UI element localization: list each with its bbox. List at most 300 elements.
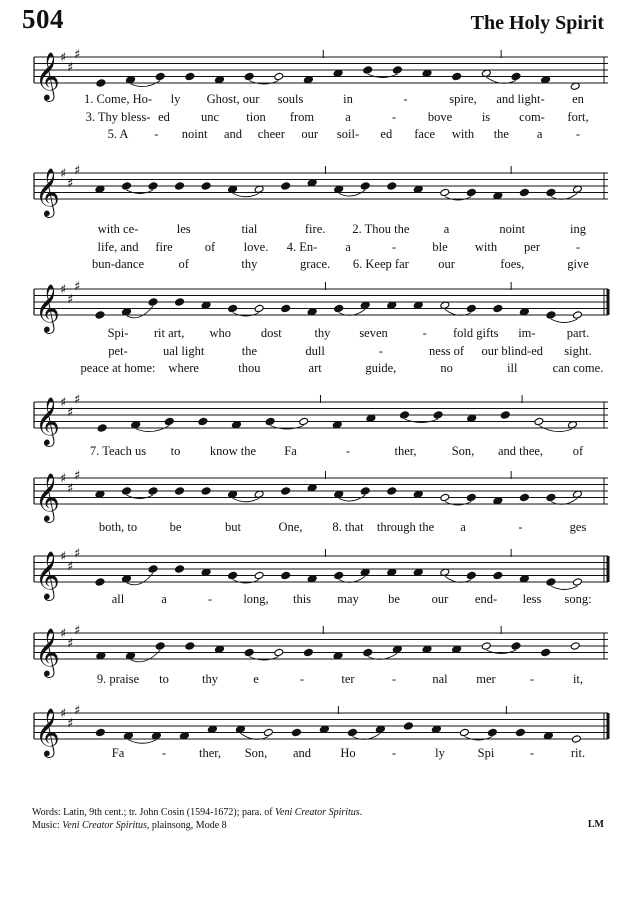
lyric-syllable: Spi- — [107, 326, 129, 340]
lyric-syllable: Spi — [477, 746, 495, 760]
lyric-syllable: - — [391, 672, 397, 686]
note — [440, 493, 450, 501]
lyric-syllable: ges — [569, 520, 587, 534]
lyric-line — [0, 222, 640, 236]
lyric-syllable: our — [431, 592, 449, 606]
lyric-line — [0, 672, 640, 686]
slur — [126, 306, 153, 318]
lyric-syllable: of — [178, 257, 189, 271]
sharp-icon: ♯ — [67, 716, 74, 732]
note — [541, 648, 551, 656]
note — [265, 417, 275, 425]
lyric-syllable: rit art, — [153, 326, 185, 340]
sharp-icon: ♯ — [74, 279, 81, 295]
note — [363, 648, 373, 656]
lyric-line — [0, 326, 640, 340]
lyric-syllable: les — [176, 222, 191, 236]
note — [440, 301, 450, 309]
note — [299, 417, 309, 425]
slur — [551, 193, 578, 199]
slur — [551, 319, 578, 323]
note — [572, 311, 582, 319]
sharp-icon: ♯ — [67, 292, 74, 308]
slur — [233, 193, 260, 197]
lyric-syllable: 7. Teach us — [89, 444, 147, 458]
note — [263, 728, 273, 736]
note — [303, 648, 313, 656]
note — [413, 490, 423, 498]
note — [452, 72, 462, 80]
lyric-syllable: 3. Thy bless- — [85, 109, 151, 124]
note — [307, 308, 317, 316]
note — [95, 578, 105, 586]
treble-clef-icon: 𝄞 — [35, 707, 60, 756]
lyric-syllable: may — [337, 592, 359, 606]
lyric-syllable: 5. A — [107, 127, 129, 141]
note — [96, 79, 106, 87]
lyric-syllable: dost — [260, 326, 282, 340]
slur — [368, 74, 398, 78]
note — [95, 185, 105, 193]
lyric-syllable: thy — [314, 326, 331, 340]
lyric-syllable: a — [443, 222, 450, 236]
lyric-syllable: - — [575, 239, 581, 254]
slur — [233, 498, 260, 502]
sharp-icon: ♯ — [74, 468, 81, 484]
lyric-syllable: ed — [380, 127, 393, 141]
lyric-syllable: 4. En- — [286, 239, 318, 254]
note — [175, 182, 185, 190]
lyric-syllable: is — [481, 109, 491, 124]
note — [201, 182, 211, 190]
lyric-line — [0, 361, 640, 375]
note — [175, 565, 185, 573]
treble-clef-icon: 𝄞 — [35, 627, 60, 676]
lyric-syllable: know the — [209, 444, 257, 458]
lyric-syllable: cheer — [257, 127, 285, 141]
note — [281, 182, 291, 190]
note — [333, 652, 343, 660]
lyric-syllable: souls — [277, 92, 304, 106]
sharp-icon: ♯ — [67, 636, 74, 652]
slur — [486, 77, 516, 83]
note — [546, 311, 556, 319]
note — [459, 728, 469, 736]
sharp-icon: ♯ — [60, 282, 67, 298]
lyric-syllable: give — [567, 257, 589, 271]
sharp-icon: ♯ — [67, 176, 74, 192]
lyric-syllable: to — [170, 444, 181, 458]
note — [467, 414, 477, 422]
note — [481, 642, 491, 650]
note — [360, 487, 370, 495]
note — [175, 487, 185, 495]
note — [572, 185, 582, 193]
lyric-syllable: - — [529, 672, 535, 686]
lyric-syllable: noint — [499, 222, 526, 236]
lyric-line — [0, 257, 640, 271]
note — [126, 76, 136, 84]
treble-clef-icon: 𝄞 — [35, 550, 60, 599]
lyric-syllable: ble — [432, 239, 448, 254]
note — [511, 642, 521, 650]
sharp-icon: ♯ — [60, 626, 67, 642]
lyric-syllable: less — [522, 592, 542, 606]
note — [546, 578, 556, 586]
lyric-syllable: foes, — [500, 257, 525, 271]
sharp-icon: ♯ — [60, 395, 67, 411]
slur — [339, 495, 366, 501]
note — [228, 304, 238, 312]
note — [179, 732, 189, 740]
lyric-line — [0, 240, 640, 254]
note — [95, 311, 105, 319]
note — [392, 66, 402, 74]
lyric-syllable: 2. Thou the — [352, 222, 410, 236]
note — [440, 568, 450, 576]
lyric-syllable: ing — [570, 222, 586, 236]
lyric-syllable: guide, — [365, 361, 397, 375]
lyric-syllable: the — [493, 127, 509, 141]
sharp-icon: ♯ — [60, 166, 67, 182]
lyric-syllable: im- — [518, 326, 536, 340]
lyric-syllable: - — [422, 326, 427, 340]
note — [244, 648, 254, 656]
slur — [249, 657, 279, 661]
note — [215, 76, 225, 84]
lyric-syllable: spire, — [449, 92, 477, 106]
note — [466, 304, 476, 312]
lyric-syllable: - — [391, 746, 397, 760]
note — [254, 185, 264, 193]
lyric-syllable: dull — [305, 343, 325, 358]
note — [570, 642, 580, 650]
lyric-syllable: - — [403, 92, 408, 106]
lyric-syllable: with — [451, 127, 475, 141]
note — [363, 66, 373, 74]
note — [466, 571, 476, 579]
slur — [126, 495, 153, 499]
lyric-syllable: noint — [181, 127, 208, 141]
lyric-syllable: and — [223, 127, 243, 141]
note — [281, 304, 291, 312]
lyric-syllable: part. — [566, 326, 590, 340]
slur — [339, 309, 366, 315]
note — [519, 575, 529, 583]
lyric-syllable: - — [378, 343, 383, 358]
lyric-syllable: all — [111, 592, 125, 606]
note — [123, 732, 133, 740]
note — [148, 565, 158, 573]
lyric-syllable: com- — [519, 109, 545, 124]
note — [155, 642, 165, 650]
sharp-icon: ♯ — [67, 60, 74, 76]
note — [392, 645, 402, 653]
words-credit: Words: Latin, 9th cent.; tr. John Cosin (1594-1672); para. of Veni Creator Spiritus. — [32, 807, 363, 818]
lyric-syllable: - — [391, 239, 397, 254]
lyric-syllable: Fa — [111, 746, 125, 760]
lyric-syllable: Son, — [244, 746, 268, 760]
slur — [126, 190, 153, 194]
note — [95, 728, 105, 736]
slur — [404, 419, 438, 423]
note — [164, 417, 174, 425]
lyric-syllable: Fa — [284, 444, 297, 458]
note — [228, 490, 238, 498]
note — [334, 304, 344, 312]
slur — [368, 653, 398, 659]
lyric-syllable: with — [474, 239, 498, 254]
slur — [270, 426, 304, 430]
lyric-syllable: from — [289, 109, 315, 124]
lyric-syllable: and thee, — [497, 444, 544, 458]
sharp-icon: ♯ — [60, 706, 67, 722]
lyric-syllable: where — [168, 361, 199, 375]
lyric-syllable: ill — [507, 361, 518, 375]
lyric-syllable: - — [575, 127, 581, 141]
lyric-syllable: art — [308, 361, 322, 375]
lyric-syllable: through the — [376, 520, 435, 534]
note — [534, 417, 544, 425]
lyric-syllable: song: — [564, 592, 592, 606]
lyric-line — [0, 592, 640, 606]
lyric-syllable: our blind-ed — [481, 343, 544, 358]
note — [254, 571, 264, 579]
note — [307, 484, 317, 492]
lyric-line — [0, 746, 640, 760]
lyric-syllable: can come. — [552, 361, 604, 375]
note — [413, 301, 423, 309]
note — [334, 490, 344, 498]
lyric-syllable: love. — [243, 239, 269, 254]
note — [319, 725, 329, 733]
lyric-syllable: be — [388, 592, 400, 606]
section-title: The Holy Spirit — [470, 12, 604, 34]
note — [175, 298, 185, 306]
note — [375, 725, 385, 733]
note — [122, 487, 132, 495]
treble-clef-icon: 𝄞 — [35, 167, 60, 216]
note — [334, 185, 344, 193]
slur — [233, 313, 260, 317]
lyric-syllable: ed — [158, 109, 170, 124]
slur — [136, 426, 170, 432]
lyric-syllable: ness of — [429, 343, 465, 358]
lyric-syllable: a — [536, 127, 543, 141]
lyric-syllable: 6. Keep far — [352, 257, 409, 271]
note — [387, 301, 397, 309]
note — [122, 182, 132, 190]
lyric-syllable: and — [292, 746, 312, 760]
note — [387, 568, 397, 576]
lyric-syllable: with ce- — [97, 222, 139, 236]
slur — [233, 580, 260, 584]
slur — [486, 650, 516, 654]
sharp-icon: ♯ — [60, 549, 67, 565]
slur — [445, 309, 472, 315]
lyric-syllable: ther, — [198, 746, 222, 760]
lyric-line — [0, 520, 640, 534]
lyric-syllable: ter — [341, 672, 355, 686]
note — [570, 82, 580, 90]
lyric-syllable: who — [209, 326, 231, 340]
note — [422, 645, 432, 653]
slur — [131, 81, 161, 87]
sharp-icon: ♯ — [67, 405, 74, 421]
sharp-icon: ♯ — [60, 471, 67, 487]
note — [360, 568, 370, 576]
lyric-syllable: en — [572, 92, 584, 106]
sharp-icon: ♯ — [60, 50, 67, 66]
note — [519, 188, 529, 196]
lyric-syllable: thou — [238, 361, 261, 375]
lyric-syllable: sight. — [564, 343, 592, 358]
note — [148, 298, 158, 306]
lyric-syllable: thy — [202, 672, 218, 686]
note — [546, 493, 556, 501]
lyric-syllable: - — [391, 109, 397, 124]
lyric-syllable: per — [524, 239, 540, 254]
lyric-syllable: - — [518, 520, 523, 534]
note — [274, 648, 284, 656]
credits — [32, 806, 362, 832]
lyric-syllable: fold gifts — [453, 326, 499, 340]
note — [493, 304, 503, 312]
note — [215, 645, 225, 653]
note — [198, 417, 208, 425]
lyric-syllable: soil- — [336, 127, 360, 141]
lyric-syllable: - — [345, 444, 351, 458]
note — [122, 308, 132, 316]
note — [228, 185, 238, 193]
note — [307, 575, 317, 583]
note — [122, 575, 132, 583]
note — [126, 652, 136, 660]
note — [543, 732, 553, 740]
lyric-syllable: - — [299, 672, 305, 686]
note — [228, 571, 238, 579]
lyric-syllable: e — [253, 672, 259, 686]
lyric-syllable: in — [343, 92, 353, 106]
slur — [128, 740, 156, 744]
note — [519, 493, 529, 501]
sharp-icon: ♯ — [67, 481, 74, 497]
lyric-syllable: of — [204, 239, 216, 254]
note — [95, 490, 105, 498]
note — [452, 645, 462, 653]
lyric-syllable: ly — [170, 92, 181, 106]
hymn-number: 504 — [22, 4, 64, 34]
slur — [464, 737, 492, 741]
lyric-line — [0, 110, 640, 124]
treble-clef-icon: 𝄞 — [35, 51, 60, 100]
lyric-syllable: ther, — [394, 444, 417, 458]
note — [493, 571, 503, 579]
lyric-syllable: our — [301, 127, 318, 141]
lyric-syllable: a — [460, 520, 466, 534]
slur — [445, 576, 472, 582]
note — [155, 72, 165, 80]
sharp-icon: ♯ — [74, 703, 81, 719]
treble-clef-icon: 𝄞 — [35, 472, 60, 521]
lyric-syllable: of — [572, 444, 584, 458]
treble-clef-icon: 𝄞 — [35, 396, 60, 445]
note — [334, 571, 344, 579]
sharp-icon: ♯ — [74, 47, 81, 63]
lyric-syllable: to — [159, 672, 169, 686]
lyric-syllable: this — [292, 592, 312, 606]
sharp-icon: ♯ — [74, 392, 81, 408]
sharp-icon: ♯ — [74, 546, 81, 562]
lyric-syllable: - — [154, 127, 159, 141]
slur — [240, 733, 268, 739]
note — [185, 72, 195, 80]
note — [201, 568, 211, 576]
note — [360, 182, 370, 190]
lyric-syllable: 1. Come, Ho- — [83, 92, 153, 106]
note — [274, 72, 284, 80]
lyric-syllable: thy — [241, 257, 258, 271]
note — [572, 578, 582, 586]
meter-label: LM — [587, 819, 604, 830]
note — [201, 301, 211, 309]
note — [131, 421, 141, 429]
lyric-syllable: 9. praise — [96, 672, 140, 686]
note — [281, 571, 291, 579]
sharp-icon: ♯ — [74, 163, 81, 179]
lyric-syllable: fire. — [304, 222, 326, 236]
lyric-syllable: Ho — [340, 746, 356, 760]
lyric-syllable: - — [529, 746, 535, 760]
note — [151, 732, 161, 740]
slur — [249, 81, 279, 85]
lyric-syllable: mer — [476, 672, 496, 686]
note — [254, 490, 264, 498]
music-credit: Music: Veni Creator Spiritus, plainsong, Mode 8 — [32, 820, 227, 831]
lyric-syllable: bove — [427, 109, 453, 124]
lyric-syllable: tial — [241, 222, 258, 236]
lyric-syllable: fort, — [567, 109, 589, 124]
slur — [352, 733, 380, 739]
note — [572, 490, 582, 498]
lyric-syllable: pet- — [108, 343, 128, 358]
note — [185, 642, 195, 650]
note — [387, 487, 397, 495]
note — [254, 304, 264, 312]
lyric-syllable: Ghost, our — [206, 92, 260, 106]
slur — [131, 650, 161, 662]
note — [148, 487, 158, 495]
lyric-syllable: the — [241, 343, 258, 358]
note — [440, 188, 450, 196]
lyric-syllable: One, — [278, 520, 303, 534]
slur — [551, 498, 578, 504]
note — [481, 69, 491, 77]
sharp-icon: ♯ — [74, 623, 81, 639]
lyric-syllable: tion — [246, 109, 266, 124]
note — [366, 414, 376, 422]
lyric-syllable: - — [207, 592, 213, 606]
sharp-icon: ♯ — [67, 559, 74, 575]
note — [332, 421, 342, 429]
note — [207, 725, 217, 733]
note — [519, 308, 529, 316]
slur — [126, 573, 153, 585]
note — [413, 185, 423, 193]
note — [511, 72, 521, 80]
note — [466, 493, 476, 501]
lyric-syllable: no — [440, 361, 453, 375]
